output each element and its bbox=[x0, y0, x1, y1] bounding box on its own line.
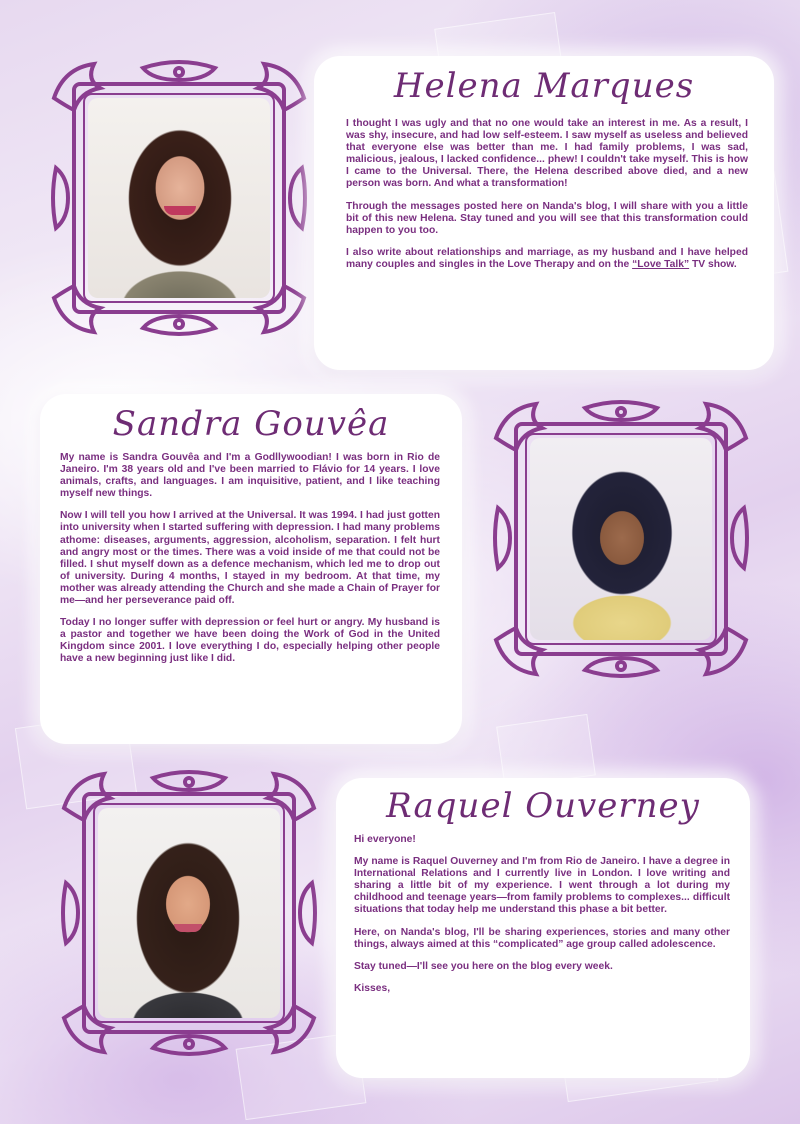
bio-paragraph: Now I will tell you how I arrived at the Universal. It was 1994. I had just gotten into university when I started suffering with depression. I had many problems athome: diseases, arguments, aggression, alcoholism, separation. I felt hurt and angry most or the times. There was a void inside of me that could not be filled. I shut myself down as a defence mechanism, which led me to drop out of university. During 4 months, I stayed in my bedroom. At that time, my mother was already attending the Church and she made a Chain of Prayer for me—and her perseverance paid off. bbox=[60, 510, 440, 607]
profile-bio bbox=[40, 444, 462, 666]
profile-name: Sandra Gouvêa bbox=[112, 404, 390, 444]
profile-name: Raquel Ouverney bbox=[386, 786, 700, 826]
profile-bio bbox=[314, 106, 774, 271]
bio-paragraph: Here, on Nanda's blog, I'll be sharing experiences, stories and many other things, always aimed at this “complicated” age group called adolescence. bbox=[354, 926, 730, 950]
ornate-photo-frame bbox=[48, 58, 310, 338]
profile-card-sandra bbox=[40, 394, 462, 744]
profile-card-raquel bbox=[336, 778, 750, 1078]
love-talk-link[interactable]: “Love Talk” bbox=[632, 258, 690, 270]
bio-paragraph: Kisses, bbox=[354, 982, 391, 994]
profile-bio bbox=[336, 826, 750, 995]
bio-paragraph: My name is Raquel Ouverney and I'm from Rio de Janeiro. I have a degree in International Relations and I currently live in London. I love writing and sharing a little bit of my experience. I went through a lot during my childhood and teenage years—from family problems to complexes... difficult situations that today help me understand this phase a bit better. bbox=[354, 856, 730, 916]
ornate-frame-border bbox=[490, 398, 752, 680]
bio-paragraph: My name is Sandra Gouvêa and I'm a Godllywoodian! I was born in Rio de Janeiro. I'm 38 years old and I've been married to Flávio for 14 years. I love animals, crafts, and languages. I am inquisitive, patient, and I like teaching myself new things. bbox=[60, 452, 440, 500]
ornate-frame-border bbox=[48, 58, 310, 338]
ornate-frame-border bbox=[58, 768, 320, 1058]
bio-paragraph: I thought I was ugly and that no one would take an interest in me. As a result, I was shy, insecure, and had low self-esteem. I saw myself as useless and believed that everyone else was better than me. I had family problems, I was sad, malicious, jealous, I lacked confidence... phew! I couldn't take myself. This is how I came to the Universal. There, the Helena described above died, and a new person was born. And what a transformation! bbox=[346, 118, 748, 190]
bio-paragraph: Today I no longer suffer with depression or feel hurt or angry. My husband is a pastor and together we have been doing the Work of God in the United Kingdom since 2001. I love everything I do, especially helping other people have a new beginning just like I did. bbox=[60, 617, 440, 665]
profile-card-helena bbox=[314, 56, 774, 370]
profile-name: Helena Marques bbox=[393, 66, 695, 106]
bio-paragraph: Stay tuned—I'll see you here on the blog every week. bbox=[354, 960, 613, 972]
bio-paragraph: I also write about relationships and marriage, as my husband and I have helped many couples and singles in the Love Therapy and on the “Love Talk” TV show. bbox=[346, 246, 748, 270]
bio-paragraph: Hi everyone! bbox=[354, 834, 416, 845]
background-square bbox=[496, 714, 596, 788]
bio-paragraph: Through the messages posted here on Nanda's blog, I will share with you a little bit of this new Helena. Stay tuned and you will see that this transformation could happen to you too. bbox=[346, 200, 748, 236]
ornate-photo-frame bbox=[490, 398, 752, 680]
ornate-photo-frame bbox=[58, 768, 320, 1058]
